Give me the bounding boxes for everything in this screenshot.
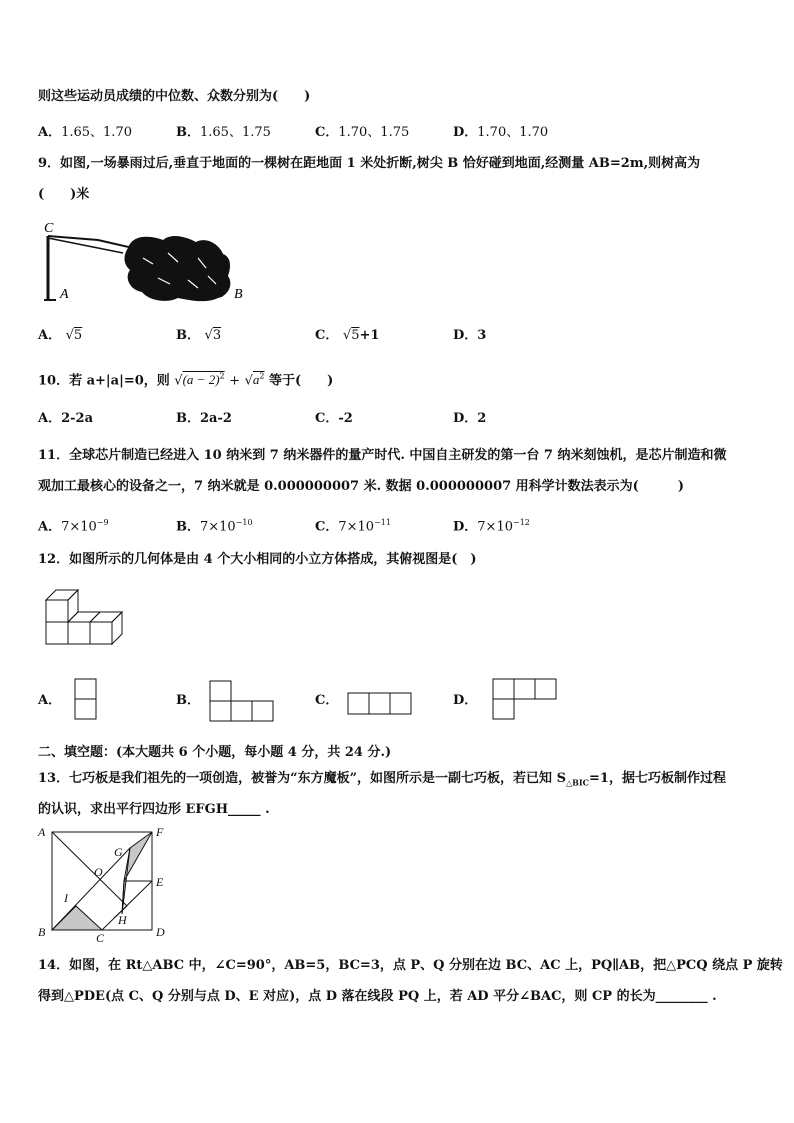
section-fill-in-heading: 二、填空题：(本大题共 6 个小题，每小题 4 分，共 24 分.) xyxy=(38,745,392,760)
q13-label-a: A xyxy=(38,825,46,839)
q13-label-d: D xyxy=(156,925,165,939)
q9-option-c: C． √5+1 xyxy=(315,328,380,343)
q12-option-c-figure xyxy=(347,692,415,716)
q13-label-b: B xyxy=(38,925,46,939)
q14-stem-line2: 得到△PDE(点 C、Q 分别与点 D、E 对应)，点 D 落在线段 PQ 上，若 AD 平分∠BAC，则 CP 的长为________ . xyxy=(38,989,717,1004)
q13-stem-line2: 的认识，求出平行四边形 EFGH_____ . xyxy=(38,802,270,817)
q8-stem-tail: 则这些运动员成绩的中位数、众数分别为( ) xyxy=(38,89,311,104)
q12-stem: 12．如图所示的几何体是由 4 个大小相同的小立方体搭成，其俯视图是( ) xyxy=(38,552,477,567)
q11-option-c: C．$7\times 10^{-11}$ xyxy=(315,518,391,535)
q13-label-f: F xyxy=(156,825,164,839)
q11-option-d: D．$7\times 10^{-12}$ xyxy=(453,518,530,535)
q8-option-d: D．1.70、1.70 xyxy=(453,125,549,140)
q9-label-b: B xyxy=(234,287,243,302)
q9-option-b: B． √3 xyxy=(176,328,222,343)
q12-option-a-figure xyxy=(74,678,98,722)
q9-stem-line2: ( )米 xyxy=(38,187,90,202)
q9-label-c: C xyxy=(44,221,54,236)
q10-option-a: A．2-2a xyxy=(38,411,94,426)
q12-option-b-figure xyxy=(209,680,277,724)
q13-tangram-figure xyxy=(38,825,168,945)
q13-label-c: C xyxy=(96,931,105,945)
q9-option-d: D．3 xyxy=(453,328,487,343)
q10-option-b: B．2a-2 xyxy=(176,411,232,426)
q10-stem: 10．若 a+|a|=0，则 $√(a - 2)^2 + √a^2$ 等于( ) xyxy=(38,372,334,389)
q10-option-d: D．2 xyxy=(453,411,487,426)
q9-tree-figure xyxy=(38,218,253,308)
q9-label-a: A xyxy=(60,287,69,302)
q13-label-e: E xyxy=(156,875,164,889)
q9-option-a: A． √5 xyxy=(38,328,83,343)
q12-option-b-label: B． xyxy=(176,693,200,708)
q8-option-a: A．1.65、1.70 xyxy=(38,125,132,140)
q13-stem-line1: 13．七巧板是我们祖先的一项创造，被誉为“东方魔板”，如图所示是一副七巧板，若已知 $S_{\triangle BIC}=1$，据七巧板制作过程 xyxy=(38,771,726,788)
q13-label-g: G xyxy=(114,845,123,859)
q11-option-a: A．$7\times 10^{-9}$ xyxy=(38,518,109,535)
q12-option-c-label: C． xyxy=(315,693,339,708)
q8-option-b: B．1.65、1.75 xyxy=(176,125,271,140)
q13-label-i: I xyxy=(64,891,68,905)
q12-cube-solid-figure xyxy=(44,588,126,646)
q13-label-o: O xyxy=(94,865,103,879)
q10-option-c: C．-2 xyxy=(315,411,353,426)
q14-stem-line1: 14．如图，在 Rt△ABC 中，∠C=90°，AB=5，BC=3，点 P、Q 分别在边 BC、AC 上，PQ∥AB，把△PCQ 绕点 P 旋转 xyxy=(38,958,783,973)
q11-stem-line2: 观加工最核心的设备之一，7 纳米就是 0.000000007 米. 数据 0.000000007 用科学计数法表示为( ) xyxy=(38,479,684,494)
q12-option-a-label: A． xyxy=(38,693,62,708)
q12-option-d-label: D． xyxy=(453,693,478,708)
q11-option-b: B．$7\times 10^{-10}$ xyxy=(176,518,253,535)
q13-label-h: H xyxy=(118,913,127,927)
q9-stem-line1: 9．如图,一场暴雨过后,垂直于地面的一棵树在距地面 1 米处折断,树尖 B 恰好碰到地面,经测量 AB=2m,则树高为 xyxy=(38,156,701,171)
q12-option-d-figure xyxy=(492,678,560,722)
q11-stem-line1: 11．全球芯片制造已经进入 10 纳米到 7 纳米器件的量产时代. 中国自主研发的第一台 7 纳米刻蚀机，是芯片制造和微 xyxy=(38,448,727,463)
q8-option-c: C．1.70、1.75 xyxy=(315,125,410,140)
